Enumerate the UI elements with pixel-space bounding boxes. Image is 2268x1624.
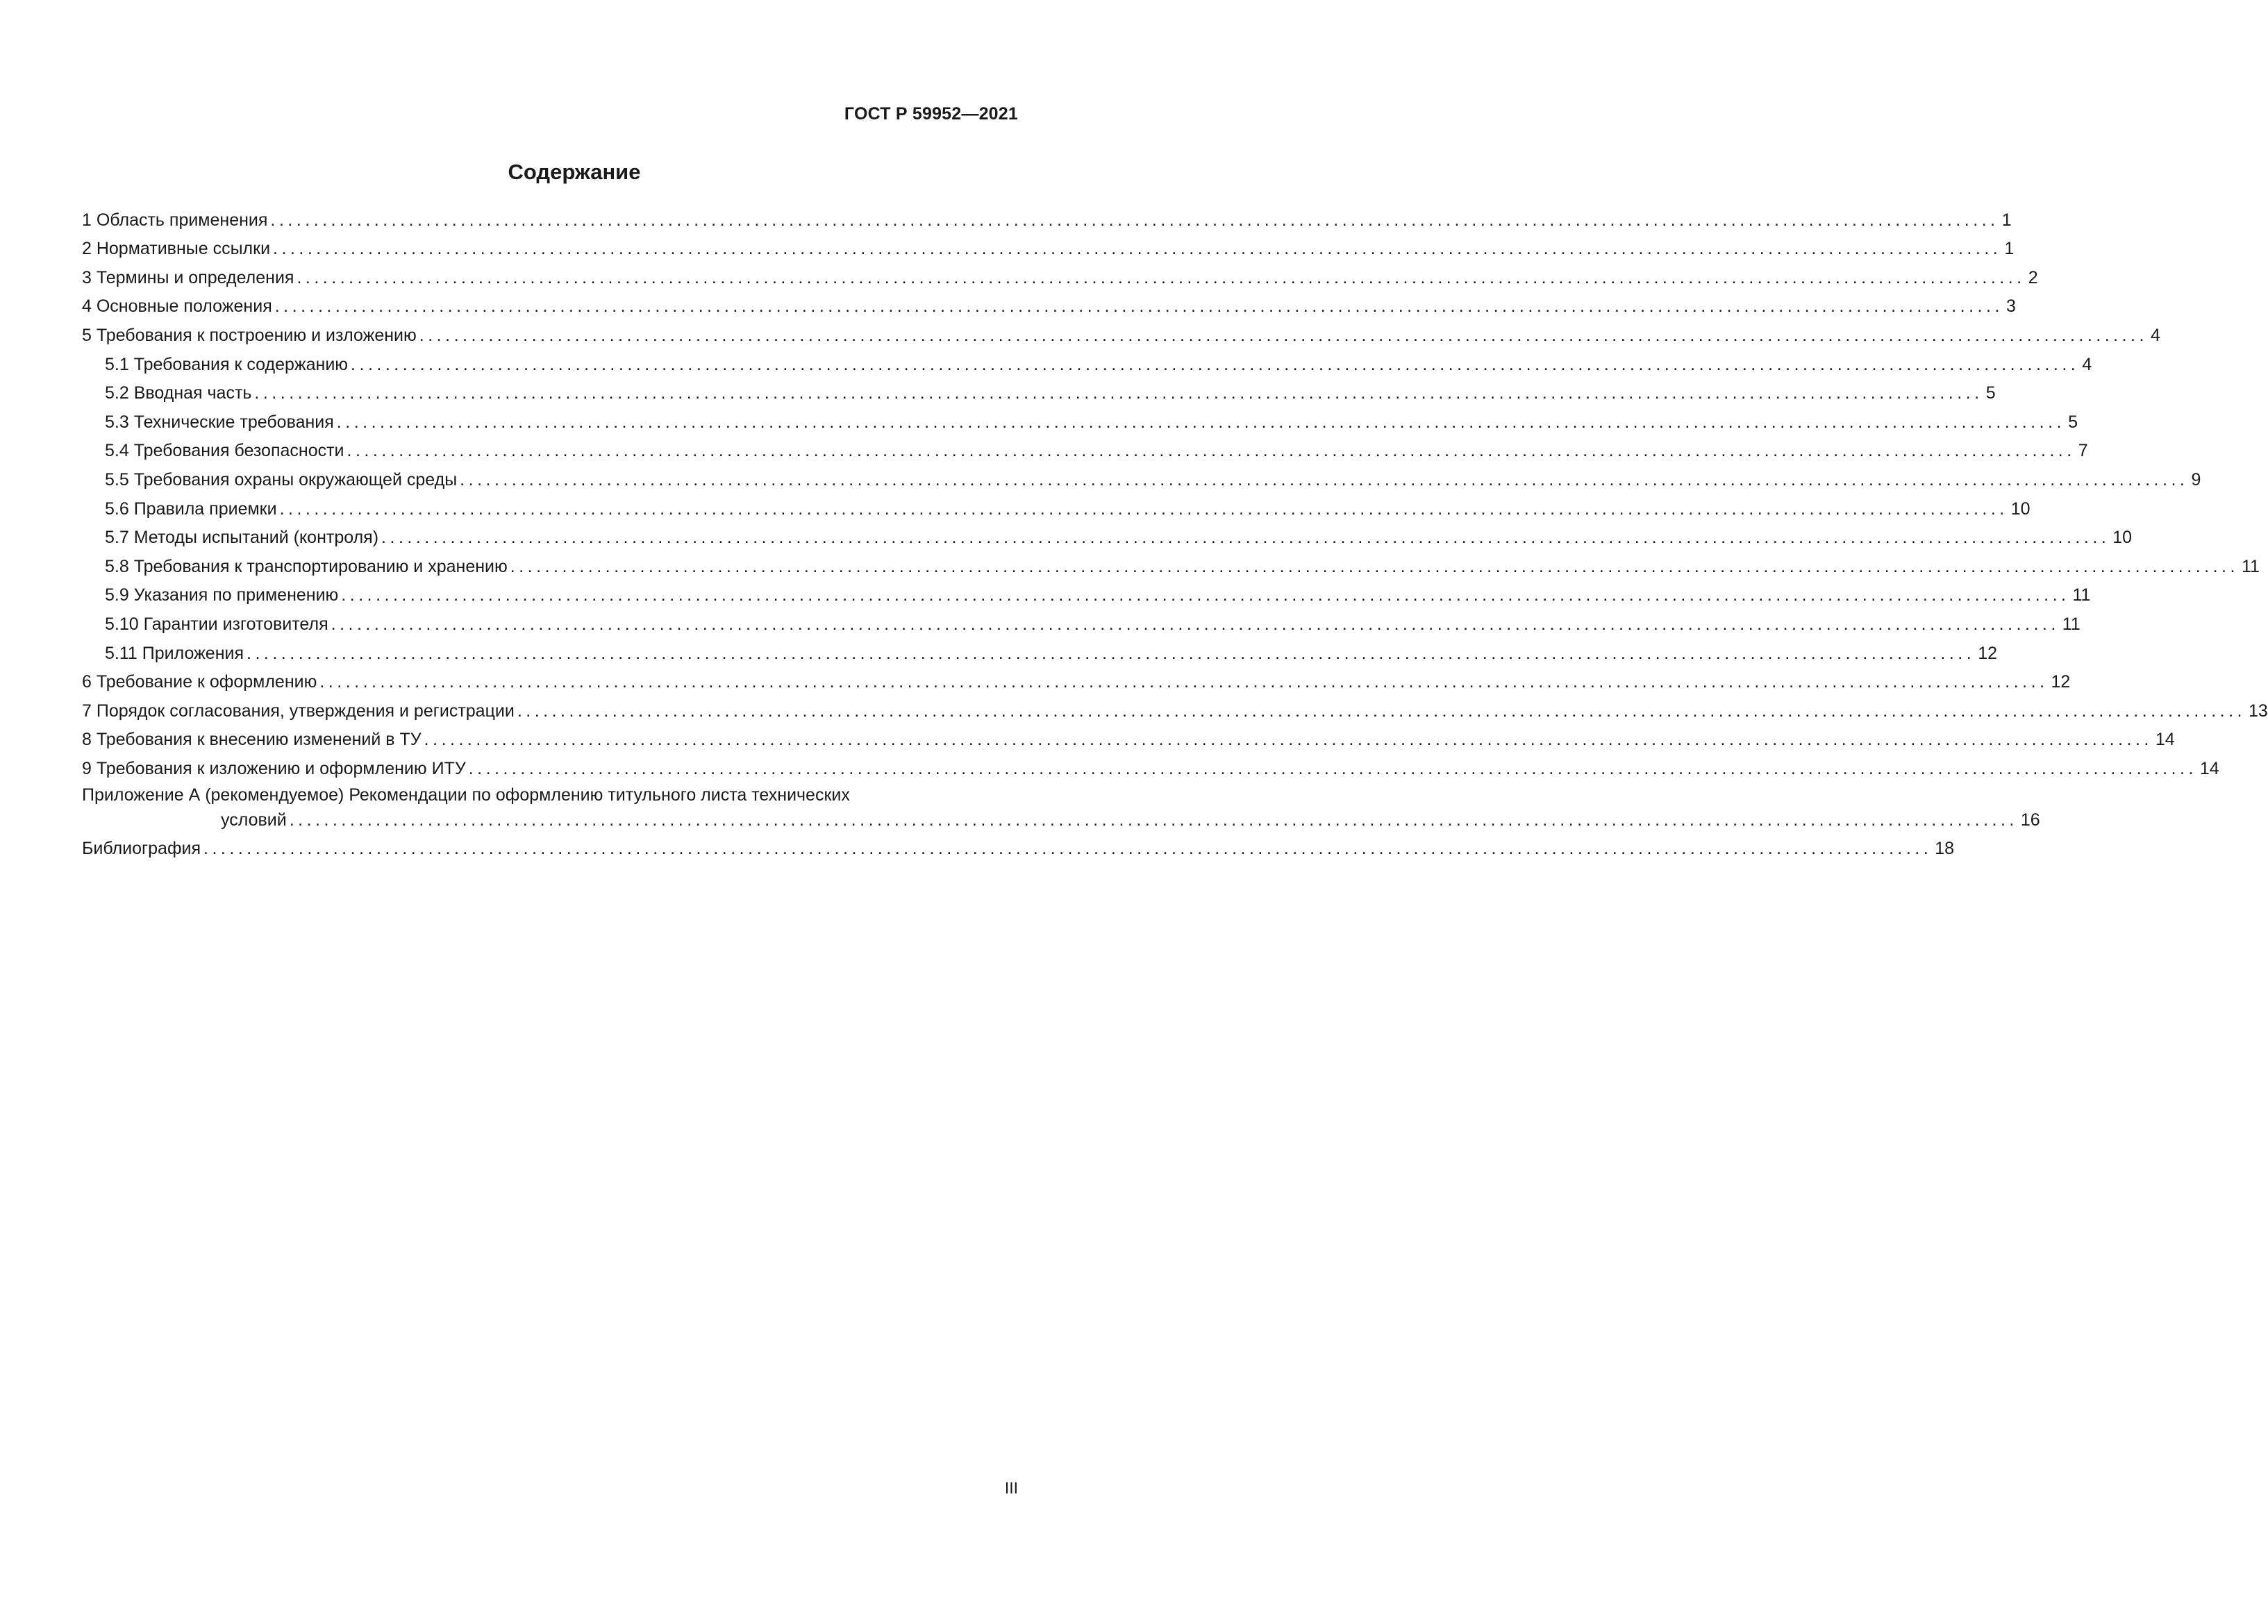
toc-entry[interactable] (82, 346, 2092, 375)
toc-entry[interactable] (82, 403, 2078, 433)
toc-entry-label: 5.5 Требования охраны окружающей среды (105, 469, 458, 489)
toc-entry-page: 10 (2112, 528, 2133, 548)
toc-leader-dots: ........................................................................................................................................................................................................ (297, 267, 2026, 287)
toc-leader-dots: ........................................................................................................................................................................................................ (273, 239, 2002, 259)
toc-leader-dots: ........................................................................................................................................................................................................ (424, 730, 2153, 750)
toc-leader-dots: ........................................................................................................................................................................................................ (468, 758, 2197, 778)
toc-entry-label: 8 Требования к внесению изменений в ТУ (82, 730, 422, 750)
toc-leader-dots: ........................................................................................................................................................................................................ (336, 412, 2065, 432)
toc-leader-dots: ........................................................................................................................................................................................................ (517, 701, 2246, 721)
toc-entry-page: 14 (2155, 730, 2175, 750)
toc-entry-label: Приложение А (рекомендуемое) Рекомендации по оформлению титульного листа технических (82, 785, 850, 805)
toc-entry[interactable] (82, 461, 2201, 490)
toc-entry[interactable] (82, 288, 2016, 317)
toc-entry-label: 2 Нормативные ссылки (82, 239, 271, 259)
toc-entry[interactable] (82, 548, 2260, 577)
toc-entry-page: 13 (2249, 701, 2268, 721)
toc-entry-page: 1 (2001, 210, 2012, 230)
toc-entry[interactable] (82, 375, 1996, 404)
toc-leader-dots: ........................................................................................................................................................................................................ (279, 499, 2008, 519)
toc-entry[interactable] (82, 317, 2160, 346)
document-code: ГОСТ Р 59952—2021 (844, 104, 1018, 124)
toc-leader-dots: ........................................................................................................................................................................................................ (347, 441, 2076, 461)
toc-entry-page: 4 (2082, 354, 2092, 374)
table-of-contents (82, 201, 2268, 859)
toc-leader-dots: ........................................................................................................................................................................................................ (274, 296, 2003, 317)
toc-entry[interactable] (82, 201, 2012, 231)
toc-entry[interactable] (82, 490, 2031, 519)
toc-entry[interactable] (82, 605, 2081, 635)
toc-entry-label: 9 Требования к изложению и оформлению ИТУ (82, 758, 466, 778)
toc-entry-page: 3 (2006, 296, 2016, 317)
toc-entry-label: 5 Требования к построению и изложению (82, 325, 417, 345)
toc-entry[interactable] (82, 750, 2219, 779)
toc-entry-page: 12 (2051, 672, 2071, 692)
toc-entry-label: 4 Основные положения (82, 296, 272, 317)
page-number: III (1004, 1479, 1018, 1497)
toc-leader-dots: ........................................................................................................................................................................................................ (247, 643, 1976, 663)
toc-entry-label: 5.9 Указания по применению (105, 585, 339, 605)
toc-entry-page: 2 (2028, 267, 2038, 287)
toc-entry-page: 5 (2068, 412, 2078, 432)
toc-entry[interactable] (82, 577, 2091, 606)
toc-leader-dots: ........................................................................................................................................................................................................ (460, 469, 2189, 489)
toc-entry-page: 10 (2010, 499, 2031, 519)
toc-entry-page: 16 (2020, 810, 2040, 830)
toc-entry-label: 5.4 Требования безопасности (105, 441, 344, 461)
toc-entry-page: 7 (2078, 441, 2088, 461)
toc-entry-label: 5.3 Технические требования (105, 412, 334, 432)
toc-entry-label: 5.8 Требования к транспортированию и хранению (105, 556, 508, 576)
toc-leader-dots: ........................................................................................................................................................................................................ (289, 810, 2018, 830)
toc-entry-page: 5 (1985, 383, 1996, 403)
toc-leader-dots: ........................................................................................................................................................................................................ (331, 614, 2060, 634)
toc-entry-label: Библиография (82, 839, 201, 859)
toc-entry-label: 7 Порядок согласования, утверждения и регистрации (82, 701, 515, 721)
toc-leader-dots: ........................................................................................................................................................................................................ (341, 585, 2070, 605)
toc-entry-label: 5.11 Приложения (105, 643, 244, 663)
toc-title: Содержание (508, 160, 641, 184)
toc-entry-label: 5.10 Гарантии изготовителя (105, 614, 328, 634)
toc-entry[interactable] (82, 692, 2268, 721)
toc-entry-label: 3 Термины и определения (82, 267, 294, 287)
toc-entry-page: 11 (2241, 556, 2260, 576)
toc-entry[interactable] (82, 721, 2175, 751)
toc-leader-dots: ........................................................................................................................................................................................................ (351, 354, 2080, 374)
toc-entry-page: 11 (2072, 585, 2091, 605)
toc-entry-page: 11 (2062, 614, 2081, 634)
toc-leader-dots: ........................................................................................................................................................................................................ (381, 528, 2110, 548)
toc-entry-appendix-a[interactable] (82, 779, 2040, 830)
toc-leader-dots: ........................................................................................................................................................................................................ (319, 672, 2049, 692)
toc-entry[interactable] (82, 519, 2133, 549)
toc-entry-page: 9 (2191, 469, 2201, 489)
toc-entry-label-continued: условий (221, 810, 287, 830)
toc-entry[interactable] (82, 635, 1997, 664)
toc-entry-page: 14 (2199, 758, 2219, 778)
toc-entry-label: 1 Область применения (82, 210, 268, 230)
toc-entry-page: 4 (2151, 325, 2160, 345)
toc-entry-page: 12 (1978, 643, 1997, 663)
toc-leader-dots: ........................................................................................................................................................................................................ (419, 325, 2148, 345)
toc-entry[interactable] (82, 259, 2038, 288)
toc-entry[interactable] (82, 231, 2015, 260)
toc-entry-label: 5.2 Вводная часть (105, 383, 252, 403)
toc-entry-label: 5.7 Методы испытаний (контроля) (105, 528, 379, 548)
toc-leader-dots: ........................................................................................................................................................................................................ (270, 210, 1999, 230)
toc-entry-page: 1 (2004, 239, 2015, 259)
toc-entry-label: 6 Требование к оформлению (82, 672, 317, 692)
toc-entry-page: 18 (1935, 839, 1955, 859)
toc-leader-dots: ........................................................................................................................................................................................................ (254, 383, 1983, 403)
toc-leader-dots: ........................................................................................................................................................................................................ (203, 839, 1933, 859)
toc-leader-dots: ........................................................................................................................................................................................................ (510, 556, 2239, 576)
toc-entry-bibliography[interactable] (82, 830, 1955, 860)
toc-entry[interactable] (82, 433, 2088, 462)
toc-entry-label: 5.6 Правила приемки (105, 499, 277, 519)
toc-entry[interactable] (82, 664, 2071, 693)
toc-entry-label: 5.1 Требования к содержанию (105, 354, 349, 374)
